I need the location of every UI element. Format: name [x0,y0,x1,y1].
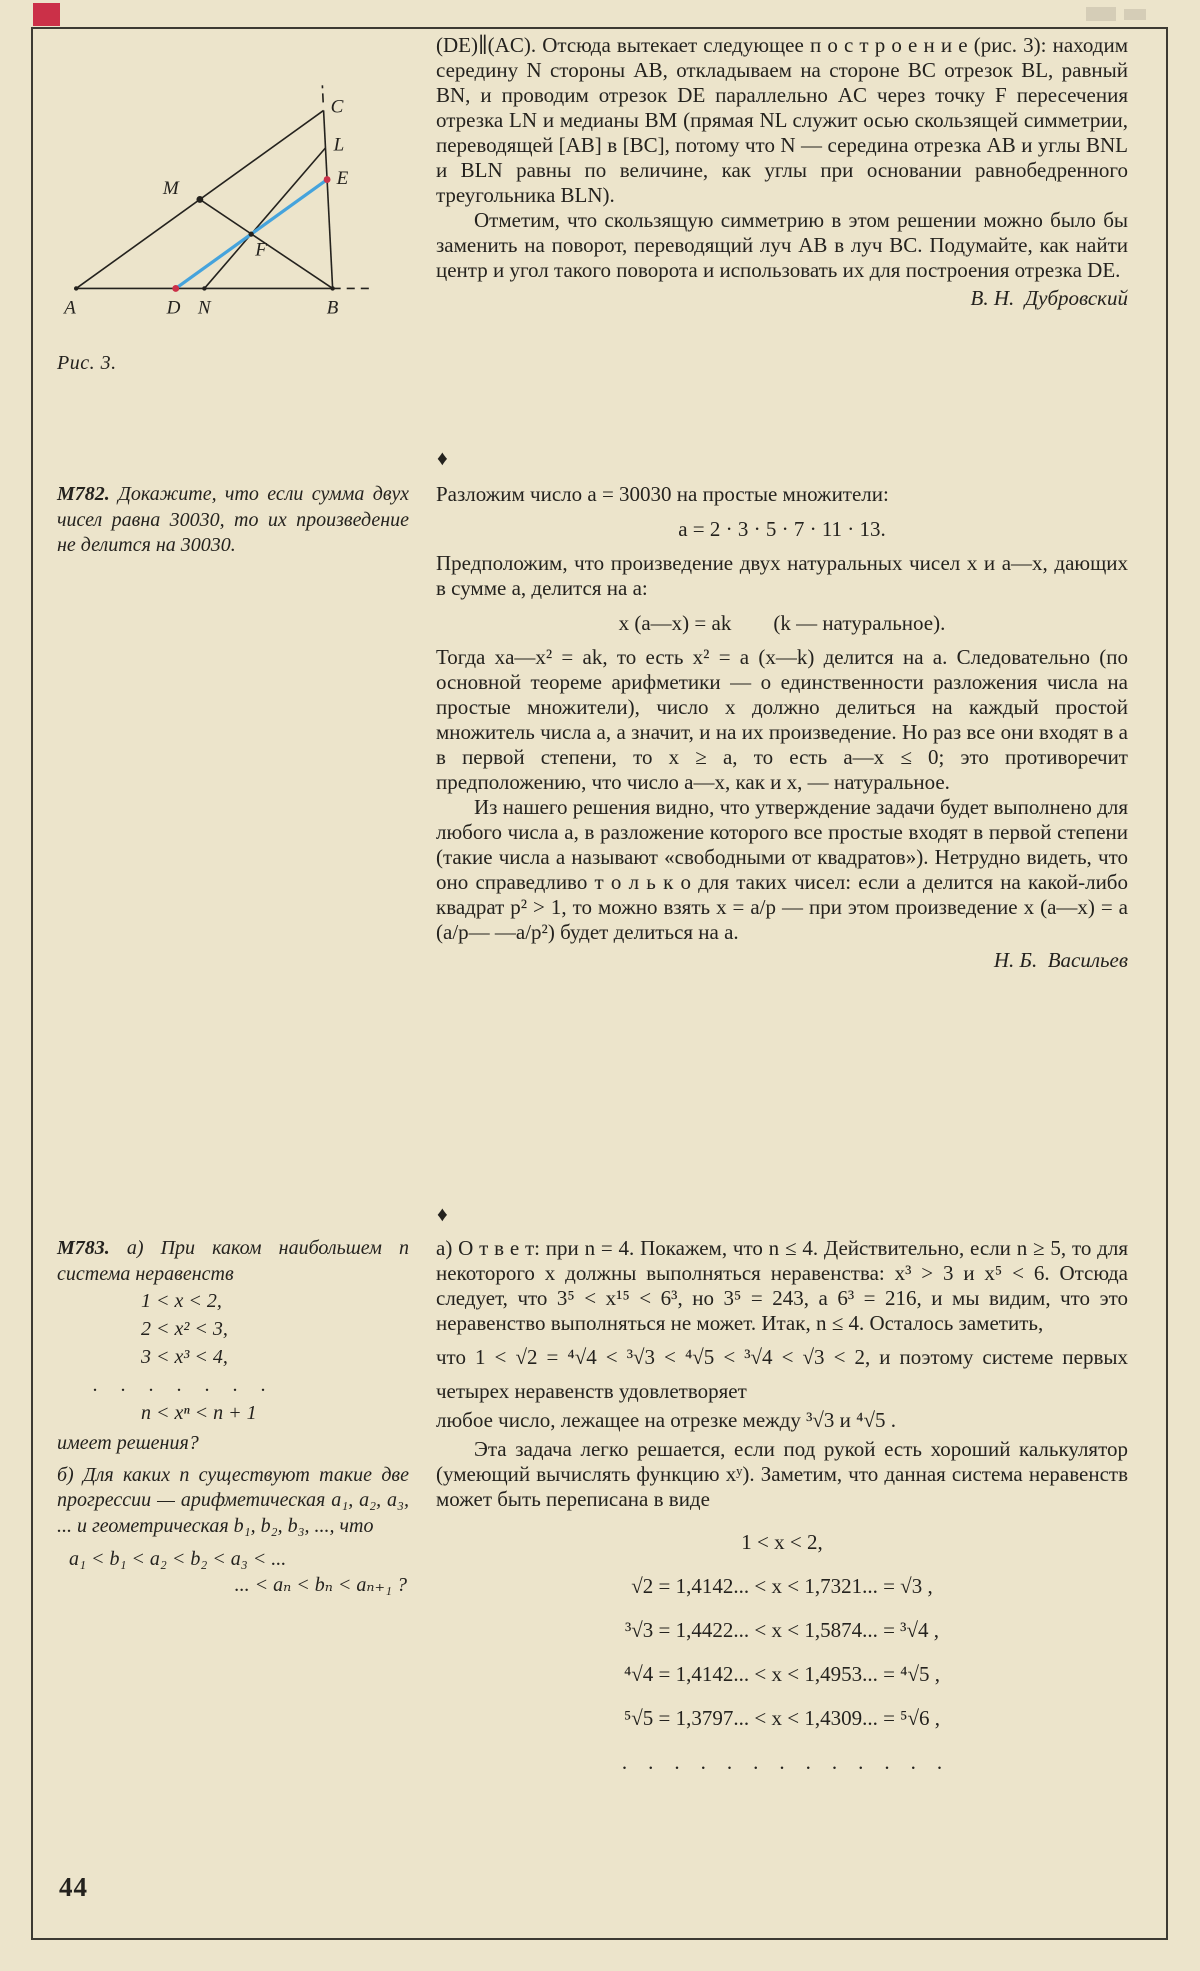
paragraph: Из нашего решения видно, что утверждение задачи будет выполнено для любого числа a, в разложение которого все простые входят в первой степени (такие числа a называют «свободными от квадратов»). Нетрудно видеть, что оно справедливо т о л ь к о для таких чисел: если a делится на какой-либо квадрат p² > 1, то можно взять x = a/p — при этом произведение x (a—x) = a (a/p— —a/p²) будет делиться на a. [436,795,1128,944]
system-line: √2 = 1,4142... < x < 1,7321... = √3 , [631,1574,933,1598]
paragraph: Разложим число a = 30030 на простые множители: [436,482,889,506]
page-number: 44 [59,1872,88,1902]
cb-extension-dashed [322,85,323,102]
system-line: ³√3 = 1,4422... < x < 1,5874... = ³√4 , [624,1618,939,1642]
problem-m783 [57,1236,409,1598]
paragraph-with-radicals: что 1 < √2 = ⁴√4 < ³√3 < ⁴√5 < ³√4 < √3 < 2, и поэтому системе первых четырех неравенств удовлетворяет [436,1345,1128,1403]
paragraph: Предположим, что произведение двух натуральных чисел x и a—x, дающих в сумме a, делится на a: [436,551,1128,600]
point-a [74,286,78,290]
formula-product: x (a—x) = ak (k — натуральное). [618,611,946,635]
problem-statement [57,1236,409,1287]
label-d: D [166,297,181,319]
solution-m782 [436,482,1128,973]
inequality-line: 3 < x³ < 4, [141,1346,228,1368]
scan-artifact [1124,9,1146,20]
figure-caption: Рис. 3. [57,352,117,374]
author-signature: Н. Б. Васильев [993,948,1128,972]
paragraph: Тогда xa—x² = ak, то есть x² = a (x—k) делится на a. Следовательно (по основной теореме арифметики — о единственности разложения числа на простые множители), число x должно делиться на каждый простой множитель числа a, а значит, и на их произведение. Но раз все они входят в a в первой степени, то x ≥ a, то есть a—x ≤ 0; это противоречит предположению, что число a—x, как и x, — натуральное. [436,645,1128,794]
segment-nl [204,148,325,289]
problem-m782 [57,482,409,559]
progression-formula-line2: ... < aₙ < bₙ < aₙ₊₁ ? [234,1573,407,1596]
problem-text-a-outro: имеет решения? [57,1432,199,1454]
problem-text: Докажите, что если сумма двух чисел равна 30030, то их произведение не делится на 30030. [57,483,409,556]
inequality-line: 1 < x < 2, [141,1290,222,1312]
paragraph: любое число, лежащее на отрезке между ³√3 и ⁴√5 . [436,1408,897,1432]
figure-3-triangle-diagram [46,82,398,334]
intro-solution-text [436,33,1128,311]
point-f [249,232,254,237]
label-l: L [333,134,345,156]
point-d [172,285,179,292]
point-n [202,286,206,290]
system-line: ⁴√4 = 1,4142... < x < 1,4953... = ⁴√5 , [623,1662,941,1686]
ellipsis-row: . . . . . . . [93,1374,267,1396]
label-b: B [326,297,339,319]
point-b [330,286,334,290]
paragraph: а) О т в е т: при n = 4. Покажем, что n ≤ 4. Действительно, если n ≥ 5, то для некоторого x должны выполняться неравенства: x³ > 3 и x⁵ < 6. Отсюда следует, что 3⁵ < x¹⁵ < 6³, но 3⁵ = 243, а 6³ = 216, и мы видим, что это неравенство выполняться не может. Итак, n ≤ 4. Осталось заметить, [436,1236,1128,1335]
segment-cb [324,110,333,288]
paragraph: Эта задача легко решается, если под рукой есть хороший калькулятор (умеющий вычислять функцию xʸ). Заметим, что данная система неравенств может быть переписана в виде [436,1437,1128,1511]
system-line: 1 < x < 2, [741,1530,823,1554]
problem-number: М782. [57,483,110,505]
author-signature: В. Н. Дубровский [970,286,1128,310]
problem-text-a: а) При каком наибольшем n система неравенств [57,1237,410,1285]
label-n: N [197,297,211,319]
solution-m783 [436,1236,1128,1784]
point-e [324,176,331,183]
progression-formula-line1: a₁ < b₁ < a₂ < b₂ < a₃ < ... [69,1548,287,1570]
scan-artifact [1086,7,1116,21]
inequality-line: n < xⁿ < n + 1 [141,1402,257,1424]
label-a: A [64,297,76,319]
paragraph: Отметим, что скользящую симметрию в этом решении можно было бы заменить на поворот, переводящий луч AB в луч BC. Подумайте, как найти центр и угол такого поворота и использовать их для построения отрезка DE. [436,208,1128,282]
problem-statement [57,482,409,559]
label-m: M [162,177,179,199]
ellipsis-row: . . . . . . . . . . . . . [621,1750,943,1774]
inequality-system [436,1520,1128,1784]
paragraph: (DE)∥(AC). Отсюда вытекает следующее п о с т р о е н и е (рис. 3): находим середину N стороны AB, откладываем на стороне BC отрезок BL, равный BN, и проводим отрезок DE параллельно AC через точку F пересечения отрезка LN и медианы BM (прямая NL служит осью скользящей симметрии, переводящей [AB] в [BC], потому что N — середина отрезка AB и углы BNL и BLN равны по величине, как углы при основании равнобедренного треугольника BLN). [436,33,1128,207]
label-f: F [255,239,267,261]
problem-text-b: б) Для каких n существуют такие две прогрессии — арифметическая a₁, a₂, a₃, ... и геометрическая b₁, b₂, b₃, ..., что [57,1463,409,1537]
inequality-line: 2 < x² < 3, [141,1318,228,1340]
label-c: C [330,96,344,118]
label-e: E [336,167,349,189]
formula-factorization: a = 2 · 3 · 5 · 7 · 11 · 13. [678,517,886,541]
system-line: ⁵√5 = 1,3797... < x < 1,4309... = ⁵√6 , [623,1706,941,1730]
diamond-separator-icon: ♦ [437,446,448,470]
diamond-separator-icon: ♦ [437,1202,448,1226]
problem-number: М783. [57,1237,110,1259]
red-registration-square [33,3,60,26]
point-m [196,196,203,203]
